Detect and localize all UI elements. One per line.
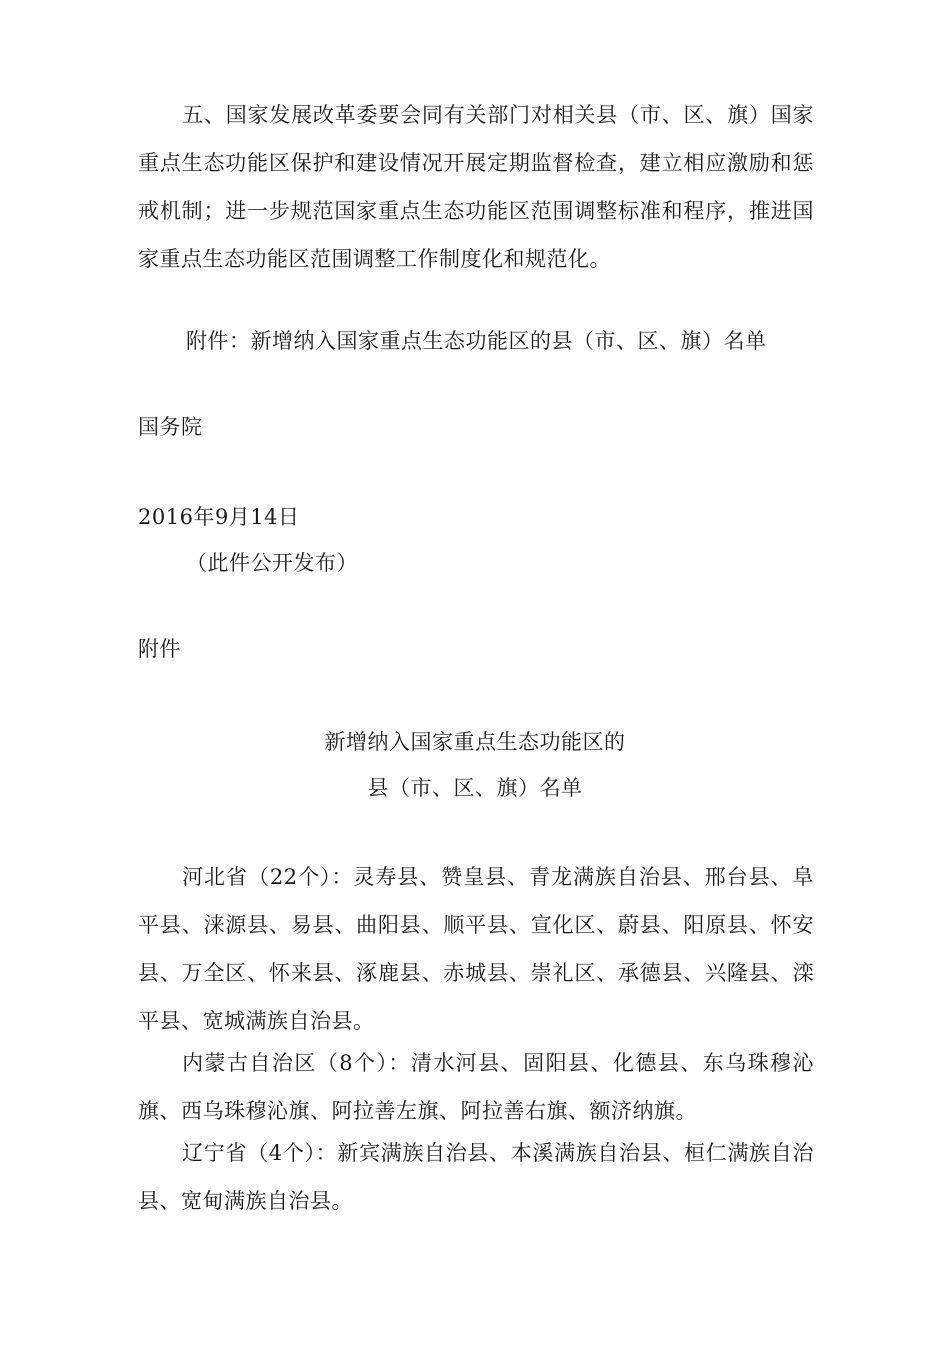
province-counties: 清水河县、固阳县、化德县、东乌珠穆沁旗、西乌珠穆沁旗、阿拉善左旗、阿拉善右旗、额济纳旗。 <box>138 1051 814 1123</box>
province-counties: 灵寿县、赞皇县、青龙满族自治县、邢台县、阜平县、涞源县、易县、曲阳县、顺平县、宣化区、蔚县、阳原县、怀安县、万全区、怀来县、涿鹿县、赤城县、崇礼区、承德县、兴隆县、滦平县、宽城满族自治县。 <box>138 865 814 1033</box>
province-head: 内蒙古自治区（8个）： <box>182 1051 411 1075</box>
province-head: 辽宁省（4个）： <box>182 1141 338 1165</box>
appendix-title-line2: 县（市、区、旗）名单 <box>367 776 583 800</box>
issuer: 国务院 <box>138 415 203 439</box>
province-hebei <box>138 853 814 1045</box>
province-head: 河北省（22个）： <box>182 865 354 889</box>
publication-note: （此件公开发布） <box>186 551 358 575</box>
paragraph-five: 五、国家发展改革委要会同有关部门对相关县（市、区、旗）国家重点生态功能区保护和建设情况开展定期监督检查，建立相应激励和惩戒机制；进一步规范国家重点生态功能区范围调整标准和程序，推进国家重点生态功能区范围调整工作制度化和规范化。 <box>138 103 814 271</box>
province-inner-mongolia <box>138 1039 814 1135</box>
province-counties: 新宾满族自治县、本溪满族自治县、桓仁满族自治县、宽甸满族自治县。 <box>138 1141 814 1213</box>
attachment-note: 附件：新增纳入国家重点生态功能区的县（市、区、旗）名单 <box>186 329 767 353</box>
appendix-label: 附件 <box>138 637 181 661</box>
province-liaoning <box>138 1129 814 1225</box>
date: 2016年9月14日 <box>138 505 300 529</box>
appendix-title-line1: 新增纳入国家重点生态功能区的 <box>324 730 626 754</box>
